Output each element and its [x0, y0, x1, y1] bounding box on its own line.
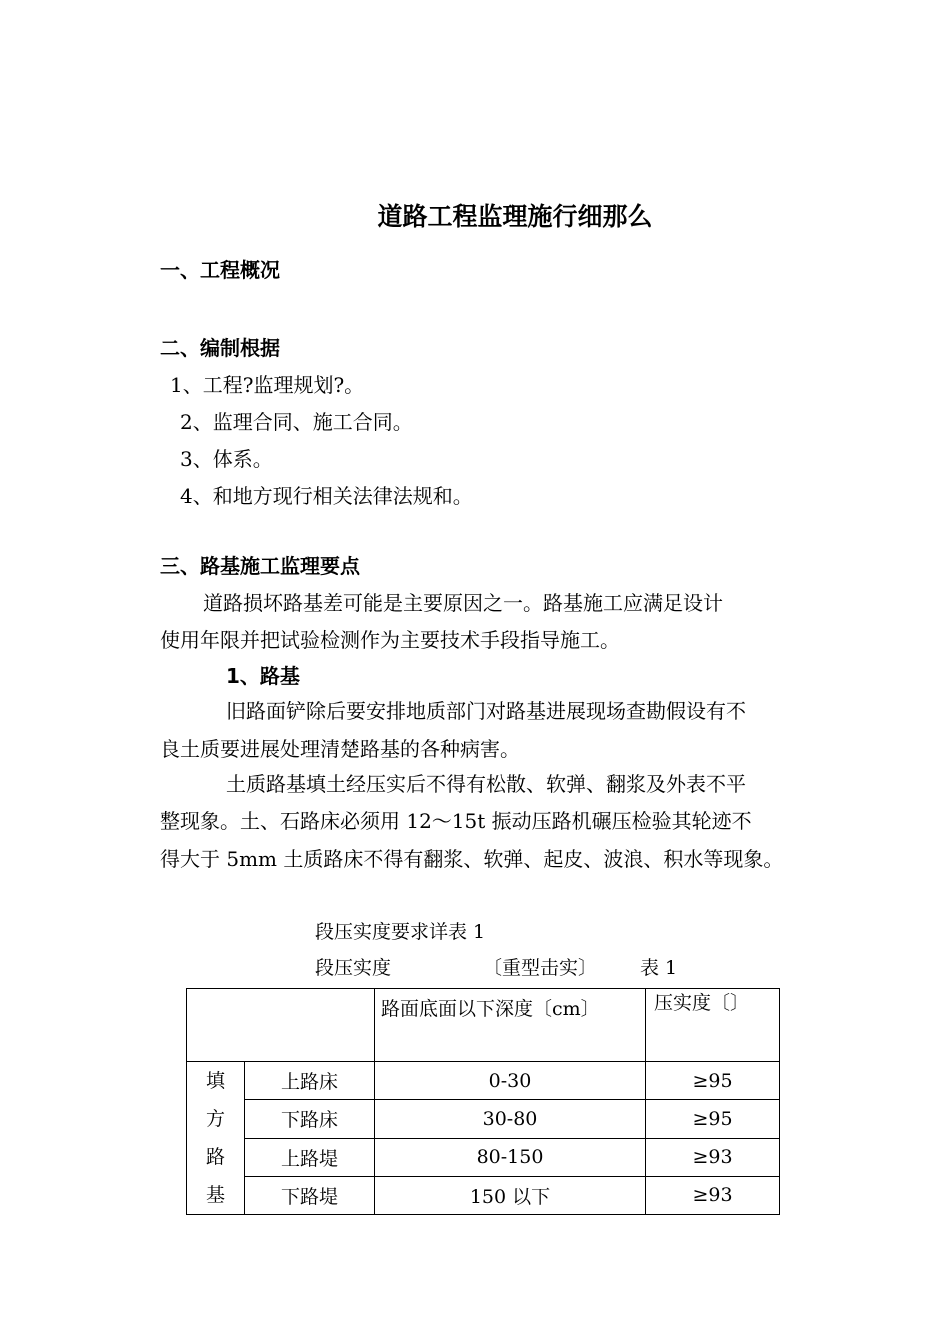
table-row — [187, 1138, 780, 1176]
compaction-cell: ≥93 — [646, 1138, 780, 1176]
header-empty-cell — [187, 989, 375, 1062]
paragraph-line: 道路损坏路基差可能是主要原因之一。路基施工应满足设计 — [203, 591, 723, 615]
depth-cell: 30-80 — [375, 1100, 646, 1138]
basis-item: 4、和地方现行相关法律法规和。 — [180, 484, 473, 508]
depth-cell: 0-30 — [375, 1062, 646, 1100]
table-row — [187, 1176, 780, 1214]
compaction-cell: ≥93 — [646, 1176, 780, 1214]
document-title: 道路工程监理施行细那么 — [377, 202, 653, 231]
basis-item: 1、工程?监理规划?。 — [170, 373, 365, 397]
subsection-heading: 1、路基 — [226, 664, 300, 688]
compaction-cell: ≥95 — [646, 1062, 780, 1100]
table-row — [187, 1062, 780, 1100]
table-row — [187, 1100, 780, 1138]
group-char: 方 — [205, 1108, 225, 1130]
paragraph-line: 旧路面铲除后要安排地质部门对路基进展现场查勘假设有不 — [226, 699, 746, 723]
paragraph-line: 整现象。土、石路床必须用 12～15t 振动压路机碾压检验其轮迹不 — [160, 809, 752, 833]
header-depth: 路面底面以下深度〔cm〕 — [375, 989, 646, 1062]
paragraph-line: 土质路基填土经压实后不得有松散、软弹、翻浆及外表不平 — [226, 772, 746, 796]
basis-item: 3、体系。 — [180, 447, 273, 471]
depth-cell: 80-150 — [375, 1138, 646, 1176]
table-header-row — [187, 989, 780, 1062]
header-compaction: 压实度〔〕 — [646, 989, 780, 1062]
section-heading-subgrade: 三、路基施工监理要点 — [160, 554, 360, 578]
table-caption: 段压实度要求详表 1 — [315, 921, 486, 943]
paragraph-line: 使用年限并把试验检测作为主要技术手段指导施工。 — [160, 628, 620, 652]
table-subcaption-method: 〔重型击实〕 — [483, 957, 598, 979]
compaction-cell: ≥95 — [646, 1100, 780, 1138]
table-subcaption-left: 段压实度 — [315, 957, 392, 979]
table-subcaption-number: 表 1 — [640, 957, 678, 979]
group-char: 填 — [205, 1070, 225, 1092]
fill-subgrade-label — [187, 1062, 245, 1215]
paragraph-line: 良土质要进展处理清楚路基的各种病害。 — [160, 737, 520, 761]
depth-cell: 150 以下 — [375, 1176, 646, 1214]
layer-cell: 下路堤 — [245, 1176, 375, 1214]
layer-cell: 下路床 — [245, 1100, 375, 1138]
group-char: 路 — [205, 1146, 225, 1168]
section-heading-overview: 一、工程概况 — [160, 258, 280, 282]
basis-item: 2、监理合同、施工合同。 — [180, 410, 413, 434]
layer-cell: 上路床 — [245, 1062, 375, 1100]
group-char: 基 — [205, 1184, 225, 1206]
layer-cell: 上路堤 — [245, 1138, 375, 1176]
compaction-table — [186, 988, 780, 1215]
paragraph-line: 得大于 5mm 土质路床不得有翻浆、软弹、起皮、波浪、积水等现象。 — [160, 847, 784, 871]
section-heading-basis: 二、编制根据 — [160, 336, 280, 360]
